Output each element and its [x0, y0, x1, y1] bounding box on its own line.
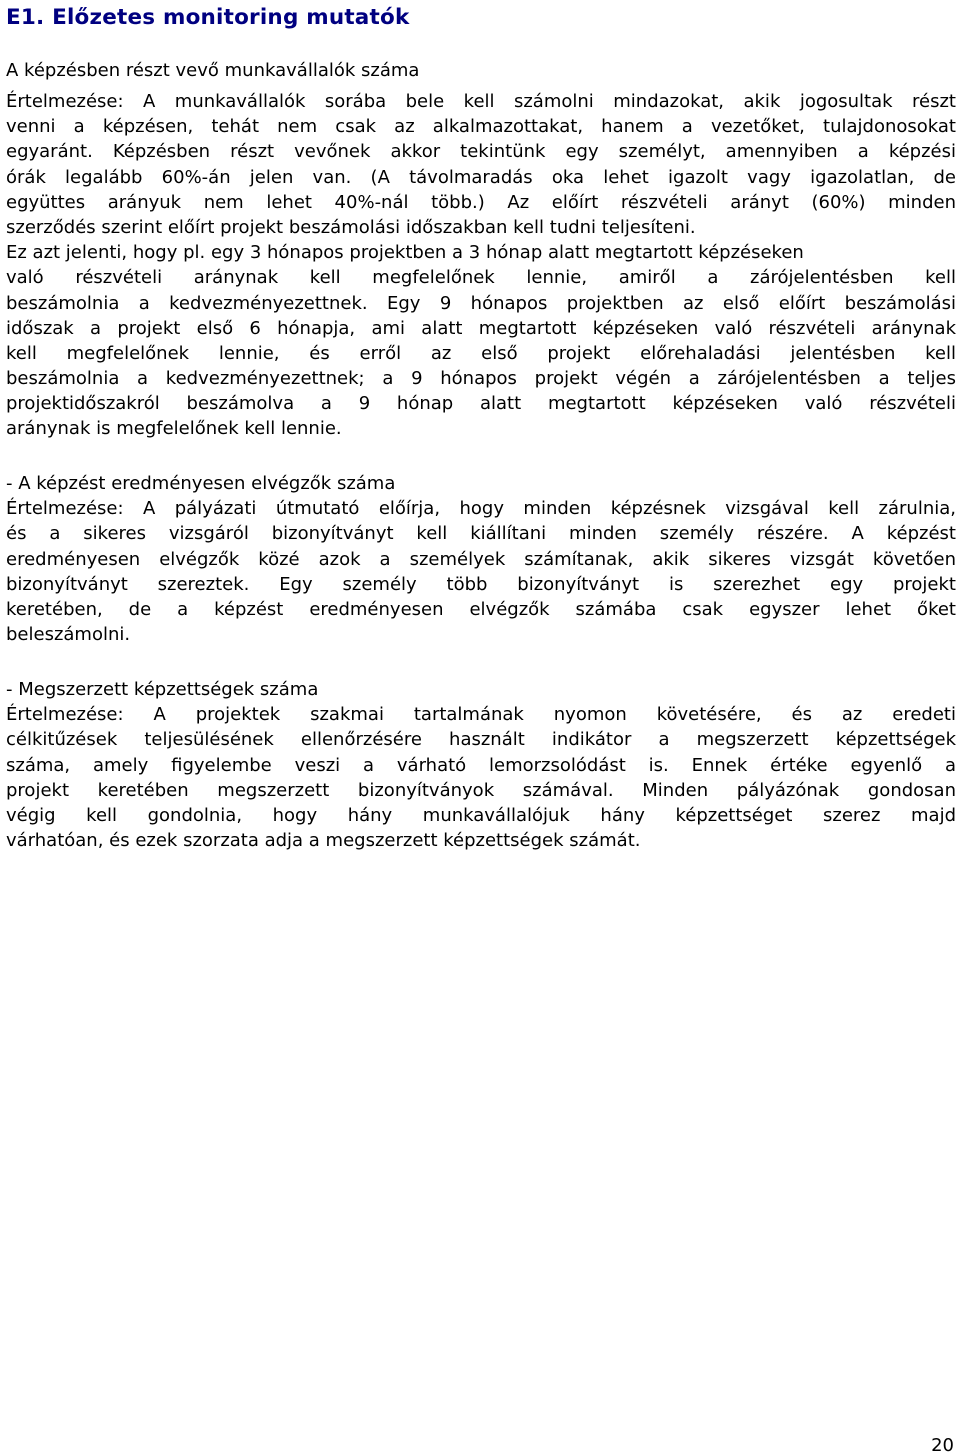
paragraph-line: eredményesen elvégzők közé azok a személyek számítanak, akik sikeres vizsgát követően [6, 548, 956, 570]
paragraph-line: projekt keretében megszerzett bizonyítványok számával. Minden pályázónak gondosan [6, 779, 956, 801]
paragraph-line: együttes arányuk nem lehet 40%-nál több.) Az előírt részvételi arányt (60%) minden [6, 191, 956, 213]
paragraph-line: kell megfelelőnek lennie, és erről az első projekt előrehaladási jelentésben kell [6, 342, 956, 364]
paragraph-line: Értelmezése: A munkavállalók sorába bele kell számolni mindazokat, akik jogosultak részt [6, 91, 956, 112]
paragraph-line: egyaránt. Képzésben részt vevőnek akkor tekintünk egy személyt, amennyiben a képzési [6, 141, 956, 163]
paragraph-line: keretében, de a képzést eredményesen elvégzők számába csak egyszer lehet őket [6, 598, 956, 620]
paragraph-line: időszak a projekt első 6 hónapja, ami alatt megtartott képzéseken való részvételi aránynak [6, 317, 956, 339]
paragraph-line: órák legalább 60%-án jelen van. (A távolmaradás oka lehet igazolt vagy igazolatlan, de [6, 166, 956, 188]
page-title: E1. Előzetes monitoring mutatók [6, 5, 410, 30]
paragraph-line: száma, amely figyelembe veszi a várható lemorzsolódást is. Ennek értéke egyenlő a [6, 754, 956, 776]
paragraph-line: végig kell gondolnia, hogy hány munkavállalójuk hány képzettséget szerez majd [6, 804, 956, 826]
paragraph-line: venni a képzésen, tehát nem csak az alkalmazottakat, hanem a vezetőket, tulajdonosokat [6, 116, 956, 138]
page-number: 20 [931, 1435, 954, 1456]
section-title: A képzésben részt vevő munkavállalók száma [6, 60, 420, 81]
paragraph-line: bizonyítványt szereztek. Egy személy több bizonyítványt is szerezhet egy projekt [6, 573, 956, 595]
section-title: - Megszerzett képzettségek száma [6, 679, 319, 700]
paragraph-line: beleszámolni. [6, 624, 131, 646]
paragraph-line: beszámolnia a kedvezményezettnek. Egy 9 hónapos projektben az első előírt beszámolási [6, 292, 956, 314]
paragraph-line: Értelmezése: A projektek szakmai tartalmának nyomon követésére, és az eredeti [6, 704, 956, 726]
paragraph-line: szerződés szerint előírt projekt beszámolási időszakban kell tudni teljesíteni. [6, 216, 696, 238]
section-participants-body [6, 89, 956, 442]
paragraph-line: várhatóan, és ezek szorzata adja a megszerzett képzettségek számát. [6, 830, 641, 852]
section-title: - A képzést eredményesen elvégzők száma [6, 473, 396, 494]
paragraph-line: Értelmezése: A pályázati útmutató előírja, hogy minden képzésnek vizsgával kell zárulnia, [6, 498, 956, 520]
paragraph-line: Ez azt jelenti, hogy pl. egy 3 hónapos projektben a 3 hónap alatt megtartott képzéseken [6, 242, 804, 264]
paragraph-line: célkitűzések teljesülésének ellenőrzésére használt indikátor a megszerzett képzettségek [6, 729, 956, 751]
paragraph-line: és a sikeres vizsgáról bizonyítványt kell kiállítani minden személy részére. A képzést [6, 523, 956, 545]
paragraph-line: projektidőszakról beszámolva a 9 hónap alatt megtartott képzéseken való részvételi [6, 393, 956, 415]
paragraph-line: beszámolnia a kedvezményezettnek; a 9 hónapos projekt végén a zárójelentésben a teljes [6, 368, 956, 390]
section-qualifications [6, 677, 956, 853]
paragraph-line: aránynak is megfelelőnek kell lennie. [6, 418, 342, 440]
section-completers [6, 471, 956, 647]
paragraph-line: való részvételi aránynak kell megfelelőnek lennie, amiről a zárójelentésben kell [6, 267, 956, 289]
section-participants [6, 58, 956, 83]
